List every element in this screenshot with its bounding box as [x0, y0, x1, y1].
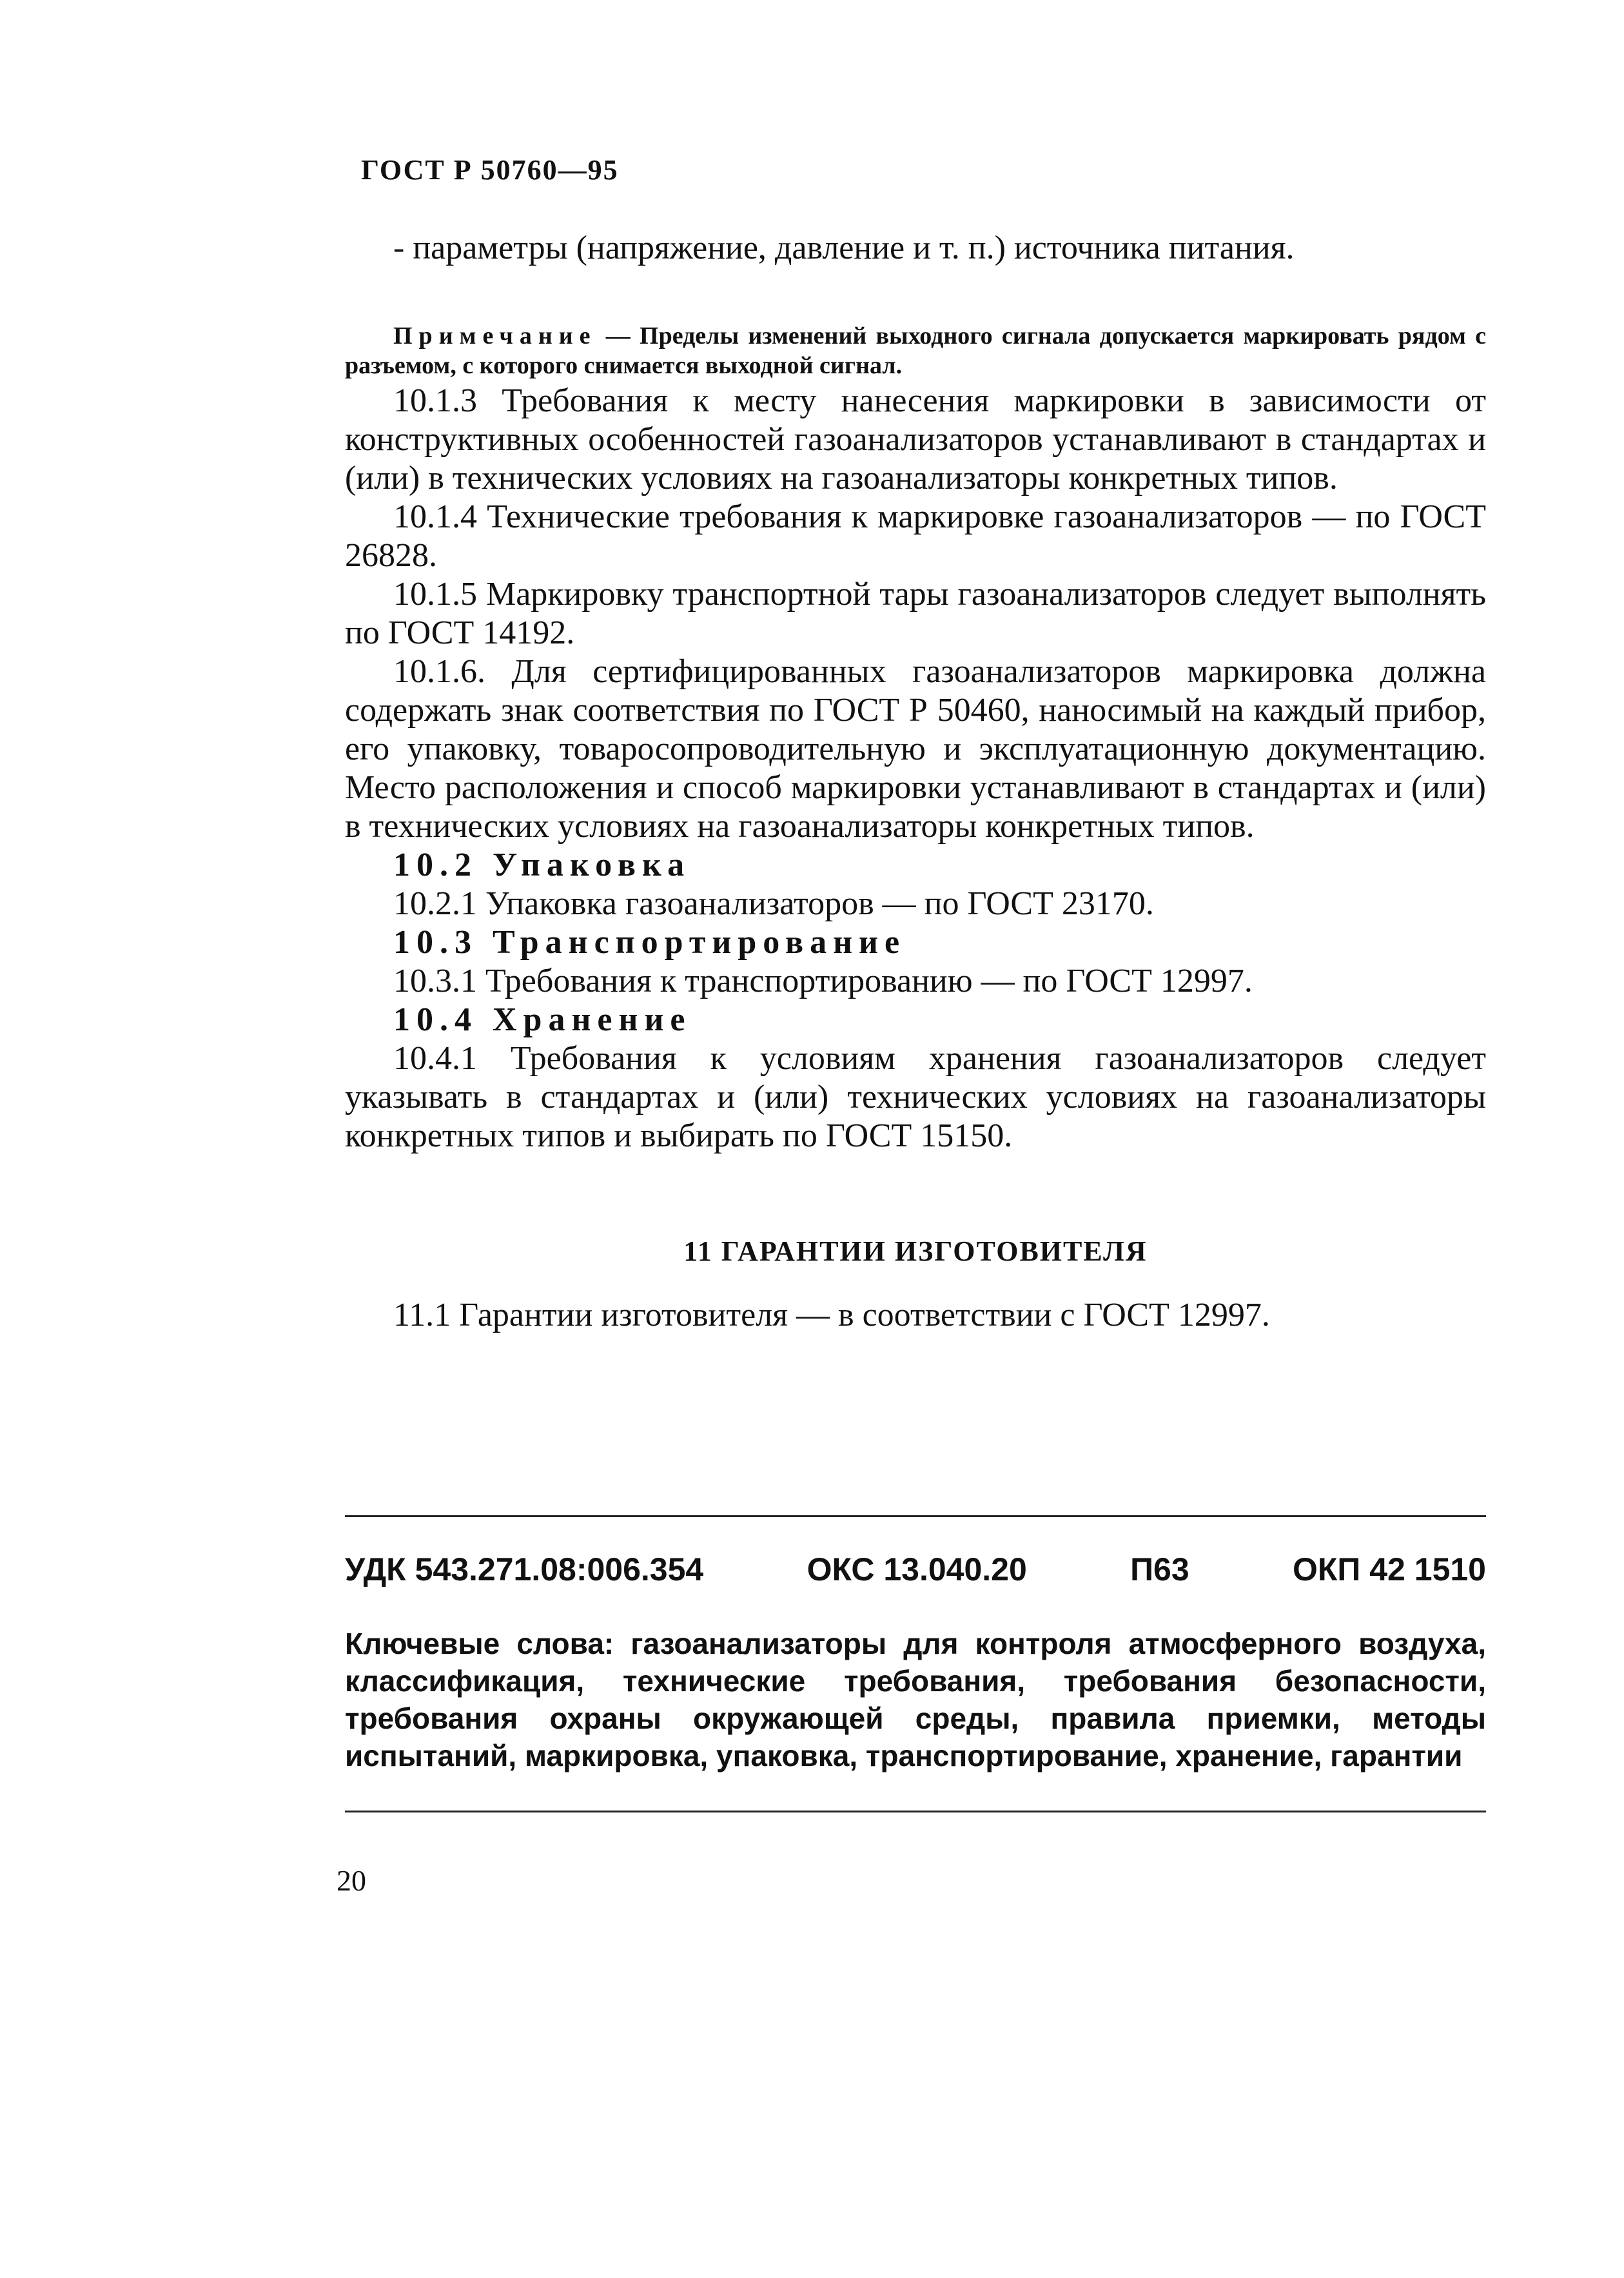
rule-top — [345, 1515, 1486, 1517]
heading-10-2: 10.2 Упаковка — [393, 847, 691, 883]
paragraph-10-3-1: 10.3.1 Требования к транспортированию — по ГОСТ 12997. — [393, 963, 1253, 999]
paragraph-11-1: 11.1 Гарантии изготовителя — в соответствии с ГОСТ 12997. — [393, 1297, 1270, 1333]
paragraph-10-1-5: 10.1.5 Маркировку транспортной тары газоанализаторов следует выполнять по ГОСТ 14192. — [345, 576, 1486, 651]
paragraph-10-2-1: 10.2.1 Упаковка газоанализаторов — по ГОСТ 23170. — [393, 885, 1154, 922]
rule-bottom — [345, 1811, 1486, 1812]
text-block-top — [345, 229, 1486, 268]
note-block — [345, 321, 1486, 380]
text-block-main — [345, 382, 1486, 1155]
page-number: 20 — [337, 1864, 366, 1897]
oks-code: ОКС 13.040.20 — [807, 1551, 1027, 1587]
heading-10-3: 10.3 Транспортирование — [393, 924, 906, 961]
heading-10-4: 10.4 Хранение — [393, 1001, 692, 1038]
paragraph-power-params: - параметры (напряжение, давление и т. п.) источника питания. — [393, 230, 1295, 266]
group-code: П63 — [1130, 1551, 1189, 1587]
keywords-paragraph: Ключевые слова: газоанализаторы для контроля атмосферного воздуха, классификация, технические требования, требования безопасности, требования охраны окружающей среды, правила приемки, методы испытаний, маркировка, упаковка, транспортирование, хранение, гарантии — [345, 1627, 1486, 1772]
section-11-block — [345, 1296, 1486, 1335]
classification-row — [345, 1551, 1486, 1588]
udk-code: УДК 543.271.08:006.354 — [345, 1551, 704, 1587]
note-label: Примечание — [393, 322, 597, 349]
paragraph-10-4-1: 10.4.1 Требования к условиям хранения газоанализаторов следует указывать в стандартах и (или) технических условиях на газоанализаторы конкретных типов и выбирать по ГОСТ 15150. — [345, 1040, 1486, 1154]
okp-code: ОКП 42 1510 — [1293, 1551, 1486, 1587]
paragraph-10-1-6: 10.1.6. Для сертифицированных газоанализаторов маркировка должна содержать знак соответствия по ГОСТ Р 50460, наносимый на каждый прибор, его упаковку, товаросопроводительную и эксплуатационную документацию. Место расположения и способ маркировки устанавливают в стандартах и (или) в технических условиях на газоанализаторы конкретных типов. — [345, 653, 1486, 845]
paragraph-10-1-3: 10.1.3 Требования к месту нанесения маркировки в зависимости от конструктивных особенностей газоанализаторов устанавливают в стандартах и (или) в технических условиях на газоанализаторы конкретных типов. — [345, 382, 1486, 496]
page-header: ГОСТ Р 50760—95 — [361, 154, 619, 186]
note-paragraph — [345, 321, 1486, 380]
note-text: — Пределы изменений выходного сигнала допускается маркировать рядом с разъемом, с которого снимается выходной сигнал. — [345, 322, 1486, 379]
section-11-title: 11 ГАРАНТИИ ИЗГОТОВИТЕЛЯ — [683, 1235, 1148, 1267]
paragraph-10-1-4: 10.1.4 Технические требования к маркировке газоанализаторов — по ГОСТ 26828. — [345, 498, 1486, 574]
